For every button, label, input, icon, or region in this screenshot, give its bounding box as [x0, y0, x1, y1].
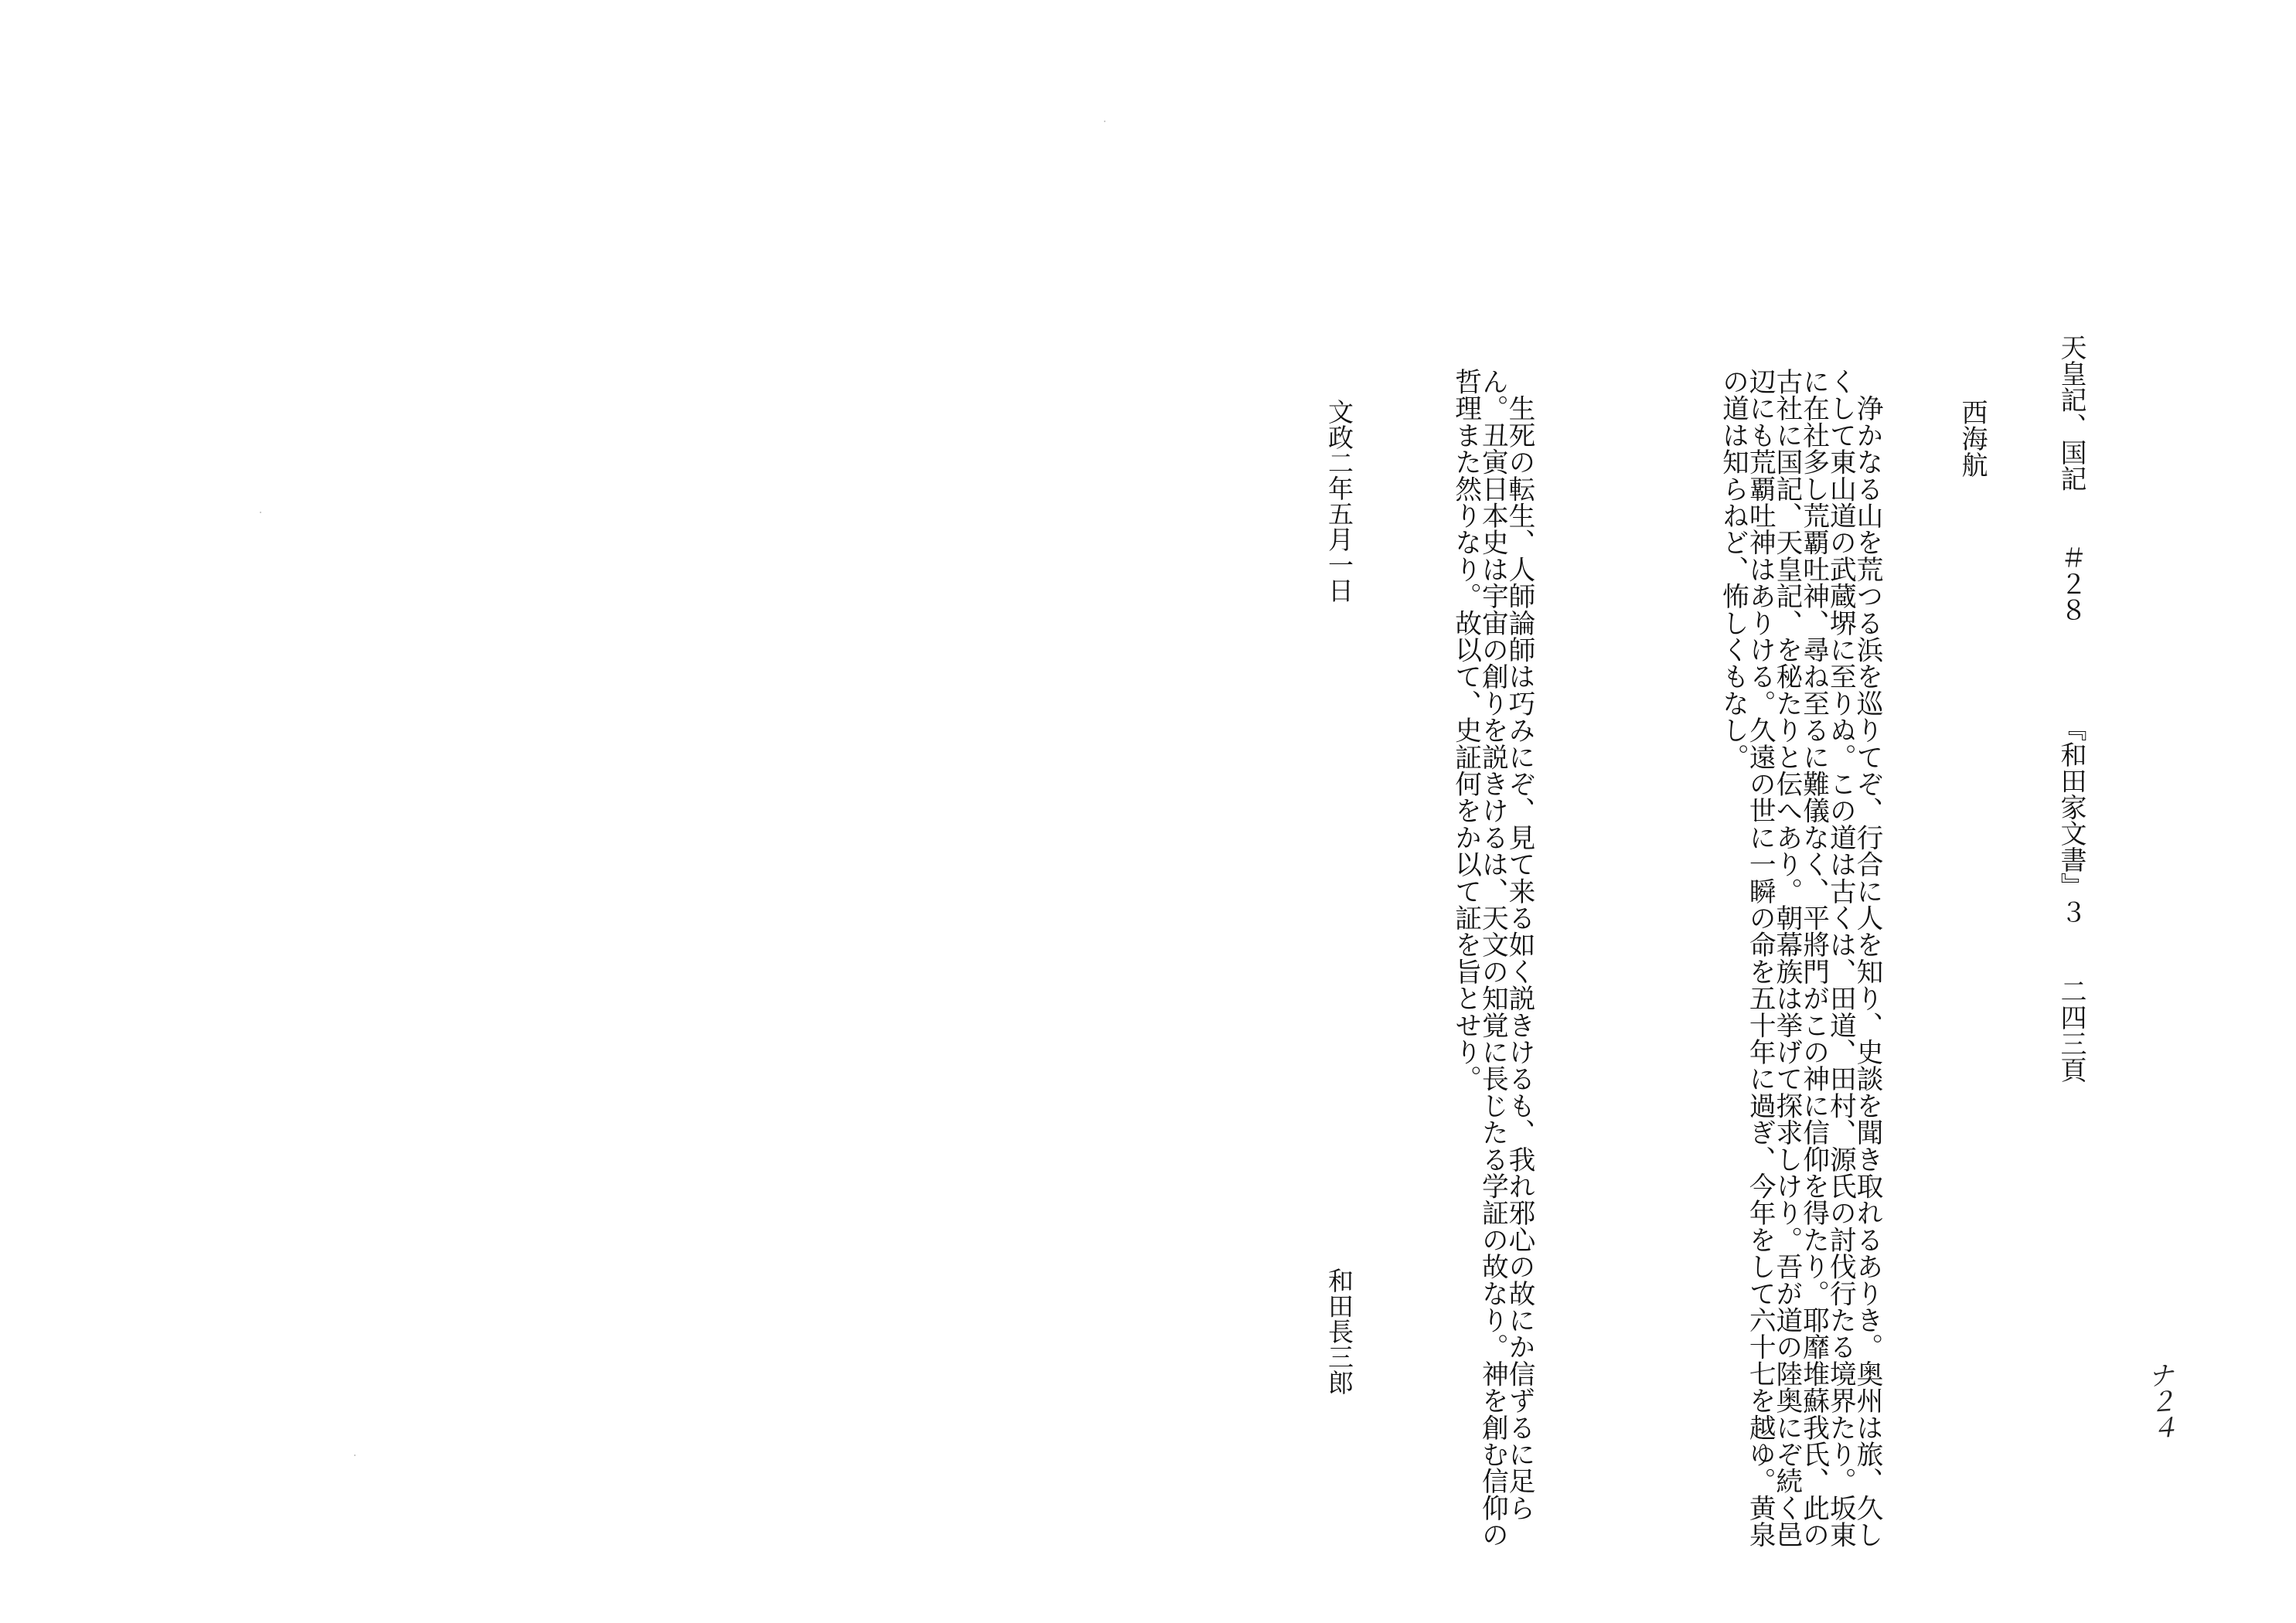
scan-speck: [354, 1455, 356, 1456]
body-paragraph-1: 浄かなる山を荒つる浜を巡りてぞ、行合に人を知り、史談を聞き取れるありき。奥州は旅、久しくして東山道の武蔵堺に至りぬ。この道は古くは、田道、田村、源氏の討伐行たる境界たり。坂東に在社多し荒覇吐神、尋ね至るに難儀なく、平將門がこの神に信仰を得たり。耶靡堆蘇我氏、此の古社に国記、天皇記、を秘たりと伝へあり。朝幕族は挙げて探求しけり。吾が道の陸奥にぞ続く邑辺にも荒覇吐神はありける。久遠の世に一瞬の命を五十年に過ぎ、今年をして六十七を越ゆ。黄泉の道は知らねど、怖しくもなし。: [1717, 368, 1882, 1548]
scan-speck: [260, 512, 261, 513]
body-paragraph-2: 生死の転生、人師論師は巧みにぞ、見て来る如く説きけるも、我れ邪心の故にか信ずるに足らん。丑寅日本史は宇宙の創りを説きけるは、天文の知覚に長じたる学証の故なり。神を創む信仰の哲理また然りなり。故以て、史証何をか以て証を旨とせり。: [1449, 368, 1535, 1548]
document-date: 文政二年五月一日: [1324, 399, 1354, 603]
header-line: 天皇記、国記 ＃２８ 『和田家文書』３ 二四三頁: [2056, 334, 2086, 1083]
handwritten-page-mark: ナ２４: [2141, 1360, 2178, 1442]
document-title: 西海航: [1957, 399, 1988, 478]
scan-speck: [1104, 121, 1105, 122]
author-name: 和田長三郎: [1324, 1267, 1354, 1395]
